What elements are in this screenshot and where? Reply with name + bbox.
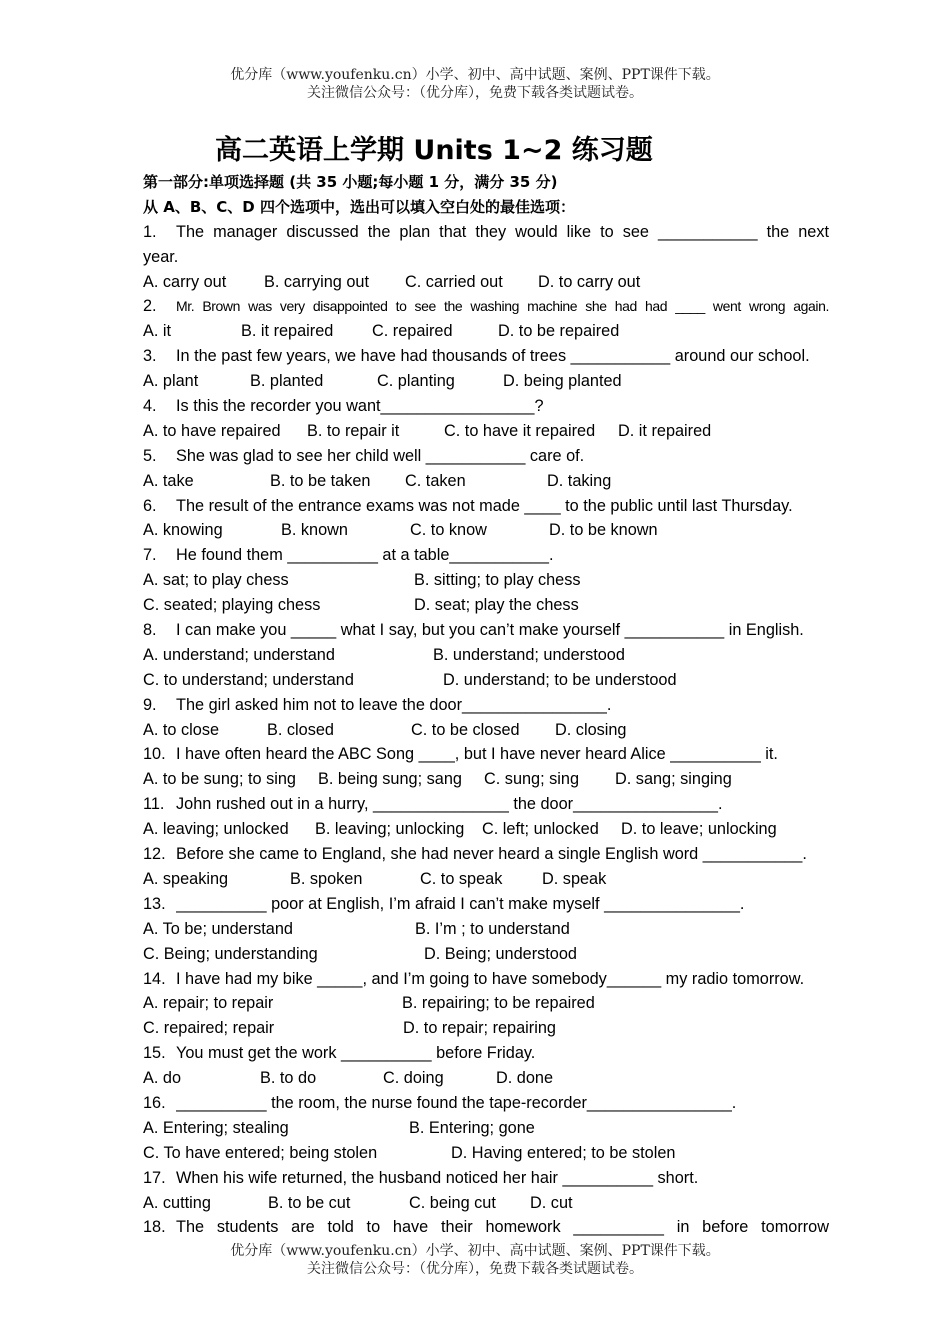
option-c: C. Being; understanding [143, 944, 318, 963]
option-c: C. carried out [405, 272, 503, 291]
question-number: 3. [143, 347, 157, 366]
option-a: A. knowing [143, 521, 223, 540]
options-row [143, 568, 829, 593]
options-row [143, 1066, 829, 1091]
question-13 [143, 892, 829, 917]
question-17 [143, 1166, 829, 1191]
option-c: C. to be closed [411, 720, 520, 739]
question-9 [143, 693, 829, 718]
question-number: 13. [143, 894, 166, 913]
option-a: A. repair; to repair [143, 994, 274, 1013]
footer-line-1: 优分库（www.youfenku.cn）小学、初中、高中试题、案例、PPT课件下载。 [230, 1243, 720, 1259]
option-d: D. seat; play the chess [414, 596, 579, 615]
option-c: C. sung; sing [484, 770, 580, 789]
question-text: You must get the work __________ before Friday. [176, 1044, 536, 1063]
question-text: I can make you _____ what I say, but you can’t make yourself ___________ in English. [176, 621, 804, 640]
options-row [143, 1116, 829, 1141]
section-instruction: 从 A、B、C、D 四个选项中，选出可以填入空白处的最佳选项： [143, 197, 575, 216]
option-d: D. to leave; unlocking [621, 820, 777, 839]
options-row [143, 419, 829, 444]
question-number: 9. [143, 695, 157, 714]
option-b: B. I’m ; to understand [415, 919, 570, 938]
option-b: B. being sung; sang [318, 770, 462, 789]
option-a: A. sat; to play chess [143, 571, 289, 590]
option-b: B. understand; understood [433, 645, 625, 664]
options-row [143, 319, 829, 344]
options-row [143, 942, 829, 967]
options-row [143, 668, 829, 693]
document-body [143, 170, 829, 1240]
options-row [143, 817, 829, 842]
option-b: B. to be cut [268, 1193, 351, 1212]
option-b: B. Entering; gone [409, 1118, 535, 1137]
question-number: 11. [143, 795, 165, 814]
question-text-continued: year. [143, 247, 179, 266]
question-text: In the past few years, we have had thousands of trees ___________ around our school. [176, 347, 810, 366]
question-11 [143, 792, 829, 817]
option-c: C. to have it repaired [444, 421, 596, 440]
option-a: A. leaving; unlocked [143, 820, 289, 839]
header-line-1: 优分库（www.youfenku.cn）小学、初中、高中试题、案例、PPT课件下载。 [230, 67, 720, 83]
option-b: B. leaving; unlocking [315, 820, 465, 839]
option-b: B. sitting; to play chess [414, 571, 581, 590]
option-c: C. being cut [409, 1193, 496, 1212]
question-number: 12. [143, 845, 166, 864]
option-d: D. to be repaired [498, 322, 620, 341]
option-a: A. it [143, 322, 172, 341]
question-number: 14. [143, 969, 166, 988]
option-d: D. closing [555, 720, 627, 739]
question-text: I have had my bike _____, and I’m going to have somebody______ my radio tomorrow. [176, 969, 805, 988]
options-row [143, 593, 829, 618]
option-b: B. planted [250, 372, 324, 391]
question-text: She was glad to see her child well ___________ care of. [176, 446, 585, 465]
question-4 [143, 394, 829, 419]
document-title: 高二英语上学期 Units 1~2 练习题 [215, 135, 653, 166]
question-list [143, 220, 829, 1241]
option-d: D. to repair; repairing [403, 1019, 556, 1038]
option-c: C. repaired; repair [143, 1019, 275, 1038]
option-a: A. speaking [143, 869, 229, 888]
option-a: A. do [143, 1069, 182, 1088]
question-3 [143, 344, 829, 369]
option-a: A. to close [143, 720, 220, 739]
option-a: A. Entering; stealing [143, 1118, 289, 1137]
option-d: D. to carry out [538, 272, 641, 291]
footer-line-2: 关注微信公众号：（优分库），免费下载各类试题试卷。 [307, 1261, 643, 1277]
question-number: 6. [143, 496, 157, 515]
question-8 [143, 618, 829, 643]
option-c: C. To have entered; being stolen [143, 1143, 378, 1162]
question-number: 7. [143, 546, 157, 565]
question-16 [143, 1091, 829, 1116]
option-c: C. to know [410, 521, 487, 540]
option-a: A. to be sung; to sing [143, 770, 296, 789]
question-number: 16. [143, 1093, 166, 1112]
question-number: 4. [143, 397, 157, 416]
option-c: C. doing [383, 1069, 444, 1088]
options-row [143, 718, 829, 743]
header-line-2: 关注微信公众号：（优分库），免费下载各类试题试卷。 [307, 85, 643, 101]
question-text: Is this the recorder you want_________________? [176, 397, 544, 416]
question-text: Mr. Brown was very disappointed to see the washing machine she had had ____ went wrong again. [176, 298, 829, 315]
question-text: The girl asked him not to leave the door________________. [176, 695, 612, 714]
section-heading: 第一部分:单项选择题 (共 35 小题;每小题 1 分，满分 35 分) [143, 173, 558, 191]
options-row [143, 643, 829, 668]
question-text: John rushed out in a hurry, _______________ the door________________. [176, 795, 723, 814]
question-number: 8. [143, 621, 157, 640]
question-text: __________ the room, the nurse found the tape-recorder________________. [176, 1093, 737, 1112]
question-number: 17. [143, 1168, 166, 1187]
question-number: 15. [143, 1044, 166, 1063]
option-b: B. known [281, 521, 348, 540]
option-c: C. left; unlocked [482, 820, 599, 839]
question-7 [143, 543, 829, 568]
question-number: 10. [143, 745, 166, 764]
question-10 [143, 742, 829, 767]
question-2 [143, 294, 829, 319]
option-d: D. understand; to be understood [443, 670, 677, 689]
option-b: B. it repaired [241, 322, 334, 341]
question-text: The result of the entrance exams was not made ____ to the public until last Thursday. [176, 496, 793, 515]
options-row [143, 518, 829, 543]
option-c: C. planting [377, 372, 455, 391]
question-number: 2. [143, 297, 157, 316]
option-c: C. repaired [372, 322, 453, 341]
page-footer [0, 1242, 950, 1278]
option-c: C. taken [405, 471, 466, 490]
option-d: D. cut [530, 1193, 573, 1212]
option-a: A. to have repaired [143, 421, 281, 440]
question-text: __________ poor at English, I’m afraid I can’t make myself _______________. [176, 894, 745, 913]
option-c: C. to speak [420, 869, 503, 888]
question-text: I have often heard the ABC Song ____, but I have never heard Alice __________ it. [176, 745, 778, 764]
options-row [143, 917, 829, 942]
options-row [143, 1191, 829, 1216]
question-1 [143, 220, 829, 245]
options-row [143, 270, 829, 295]
option-b: B. spoken [290, 869, 363, 888]
option-d: D. Having entered; to be stolen [451, 1143, 676, 1162]
options-row [143, 767, 829, 792]
question-text: He found them __________ at a table___________. [176, 546, 554, 565]
option-c: C. to understand; understand [143, 670, 354, 689]
question-12 [143, 842, 829, 867]
question-15 [143, 1041, 829, 1066]
option-d: D. done [496, 1069, 554, 1088]
option-d: D. it repaired [618, 421, 712, 440]
option-b: B. carrying out [264, 272, 369, 291]
option-b: B. to do [260, 1069, 317, 1088]
option-d: D. sang; singing [615, 770, 732, 789]
option-b: B. to be taken [270, 471, 371, 490]
option-d: D. to be known [549, 521, 658, 540]
option-a: A. carry out [143, 272, 227, 291]
option-a: A. take [143, 471, 194, 490]
question-6 [143, 494, 829, 519]
options-row [143, 369, 829, 394]
options-row [143, 991, 829, 1016]
option-b: B. to repair it [307, 421, 400, 440]
option-d: D. taking [547, 471, 612, 490]
option-d: D. Being; understood [424, 944, 577, 963]
options-row [143, 1141, 829, 1166]
question-18 [143, 1215, 829, 1240]
option-a: A. To be; understand [143, 919, 293, 938]
question-text: The manager discussed the plan that they would like to see ___________ the next [176, 222, 829, 241]
page-header [0, 66, 950, 102]
question-text: When his wife returned, the husband noticed her hair __________ short. [176, 1168, 699, 1187]
question-text: Before she came to England, she had never heard a single English word ___________. [176, 845, 807, 864]
options-row [143, 469, 829, 494]
question-text: The students are told to have their homework __________ in before tomorrow [176, 1218, 829, 1237]
option-d: D. being planted [503, 372, 622, 391]
option-c: C. seated; playing chess [143, 596, 321, 615]
question-number: 18. [143, 1218, 166, 1237]
options-row [143, 867, 829, 892]
option-b: B. closed [267, 720, 334, 739]
option-a: A. understand; understand [143, 645, 335, 664]
option-a: A. plant [143, 372, 199, 391]
option-b: B. repairing; to be repaired [402, 994, 595, 1013]
options-row [143, 1016, 829, 1041]
option-a: A. cutting [143, 1193, 211, 1212]
question-5 [143, 444, 829, 469]
question-14 [143, 967, 829, 992]
question-number: 5. [143, 446, 157, 465]
question-number: 1. [143, 222, 157, 241]
option-d: D. speak [542, 869, 607, 888]
